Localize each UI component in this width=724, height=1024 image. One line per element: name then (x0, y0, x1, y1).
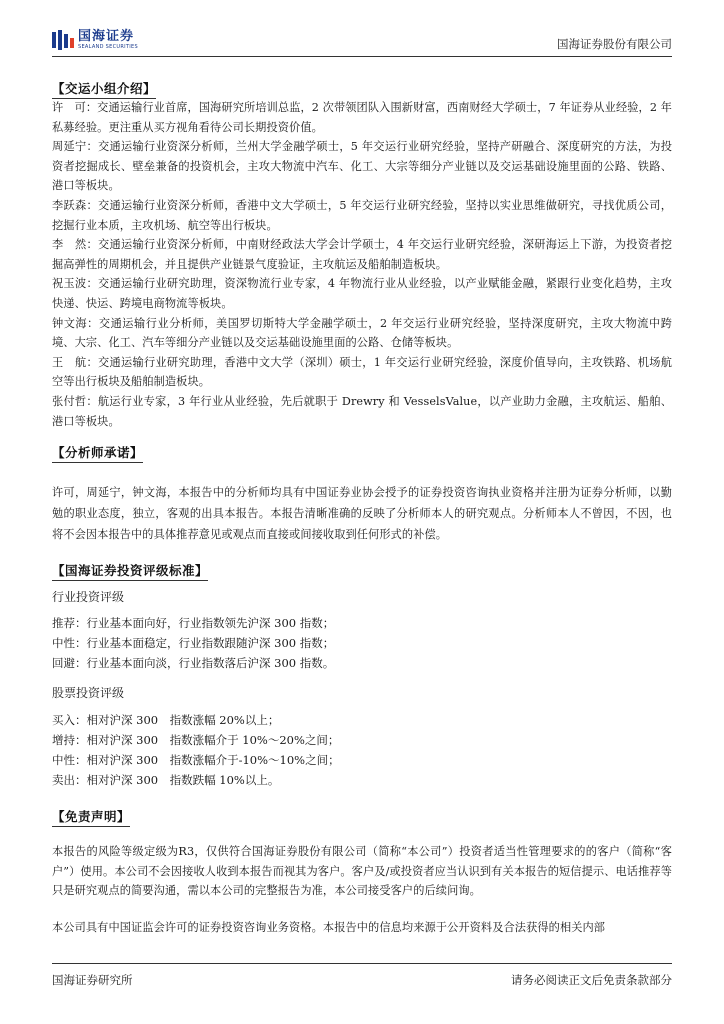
disclaimer-section-title: 【免责声明】 (52, 807, 130, 827)
team-member-bio: 李 然：交通运输行业资深分析师，中南财经政法大学会计学硕士，4 年交运行业研究经验，深研海运上下游，为投资者挖掘高弹性的周期机会，并且提供产业链景气度验证，主攻航运及船舶制造板块。 (52, 238, 672, 271)
stock-rating-heading: 股票投资评级 (52, 686, 125, 700)
disclaimer-paragraph: 本报告的风险等级定级为R3，仅供符合国海证券股份有限公司（简称“本公司”）投资者适当性管理要求的的客户（简称“客户”）使用。本公司不会因接收人收到本报告而视其为客户。客户及/或投资者应当认识到有关本报告的短信提示、电话推荐等只是研究观点的简要沟通，需以本公司的完整报告为准，本公司接受客户的后续问询。 (52, 845, 672, 898)
team-member-bio: 张付哲：航运行业专家，3 年行业从业经验，先后就职于 Drewry 和 VesselsValue，以产业助力金融，主攻航运、船舶、港口等板块。 (52, 394, 672, 428)
industry-rating-item: 中性：行业基本面稳定，行业指数跟随沪深 300 指数； (52, 636, 335, 650)
footer-notice: 请务必阅读正文后免责条款部分 (511, 973, 672, 987)
team-section-title: 【交运小组介绍】 (52, 79, 156, 99)
logo-english-name: SEALAND SECURITIES (78, 44, 138, 50)
team-member-bio: 祝玉波：交通运输行业研究助理，资深物流行业专家，4 年物流行业从业经验，以产业赋能金融，紧跟行业变化趋势，主攻快递、快运、跨境电商物流等板块。 (52, 277, 672, 310)
team-member-bio: 周延宁：交通运输行业资深分析师，兰州大学金融学硕士，5 年交运行业研究经验，坚持产研融合、深度研究的方法，为投资者挖掘成长、壁垒兼备的投资机会，主攻大物流中汽车、化工、大宗等细分产业链以及交运基础设施里面的公路、铁路、港口等板块。 (52, 140, 672, 193)
stock-rating-item: 增持：相对沪深 300 指数涨幅介于 10%～20%之间； (52, 733, 340, 747)
industry-rating-heading: 行业投资评级 (52, 590, 125, 604)
stock-rating-item: 中性：相对沪深 300 指数涨幅介于-10%～10%之间； (52, 753, 340, 767)
stock-rating-item: 买入：相对沪深 300 指数涨幅 20%以上； (52, 713, 280, 727)
team-member-bio: 王 航：交通运输行业研究助理，香港中文大学（深圳）硕士，1 年交运行业研究经验，深度价值导向，主攻铁路、机场航空等出行板块及船舶制造板块。 (52, 355, 672, 389)
team-member-bio: 李跃森：交通运输行业资深分析师，香港中文大学硕士，5 年交运行业研究经验，坚持以实业思维做研究，寻找优质公司，挖掘行业本质，主攻机场、航空等出行板块。 (52, 198, 672, 232)
stock-rating-item: 卖出：相对沪深 300 指数跌幅 10%以上。 (52, 773, 280, 787)
team-member-bio: 许 可：交通运输行业首席，国海研究所培训总监，2 次带领团队入围新财富，西南财经大学硕士，7 年证券从业经验，2 年私募经验。更注重从买方视角看待公司长期投资价值。 (52, 101, 672, 134)
industry-rating-item: 回避：行业基本面向淡，行业指数落后沪深 300 指数。 (52, 656, 335, 670)
team-member-list (52, 98, 672, 431)
company-logo (52, 30, 138, 50)
industry-rating-list (52, 613, 672, 673)
logo-chinese-name: 国海证券 (78, 29, 135, 44)
sealand-logo-icon (52, 30, 74, 50)
stock-rating-list (52, 710, 672, 790)
commitment-text: 许可，周延宁，钟文海，本报告中的分析师均具有中国证券业协会授予的证券投资咨询执业资格并注册为证券分析师，以勤勉的职业态度，独立，客观的出具本报告。本报告清晰准确的反映了分析师本人的研究观点。分析师本人不曾因，不因，也将不会因本报告中的具体推荐意见或观点而直接或间接收取到任何形式的补偿。 (52, 486, 672, 541)
footer-divider (52, 963, 672, 964)
team-member-bio: 钟文海：交通运输行业分析师，美国罗切斯特大学金融学硕士，2 年交运行业研究经验，坚持深度研究，主攻大物流中跨境、大宗、化工、汽车等细分产业链以及交运基础设施里面的公路、仓储等板块。 (52, 316, 672, 350)
rating-section-title: 【国海证券投资评级标准】 (52, 561, 208, 581)
commitment-section-title: 【分析师承诺】 (52, 443, 143, 463)
page-header (52, 26, 672, 56)
disclaimer-paragraph: 本公司具有中国证监会许可的证券投资咨询业务资格。本报告中的信息均来源于公开资料及合法获得的相关内部 (52, 921, 606, 934)
header-divider (52, 56, 672, 57)
header-company-name: 国海证券股份有限公司 (557, 37, 672, 51)
industry-rating-item: 推荐：行业基本面向好，行业指数领先沪深 300 指数； (52, 616, 335, 630)
footer-institute: 国海证券研究所 (52, 973, 133, 987)
